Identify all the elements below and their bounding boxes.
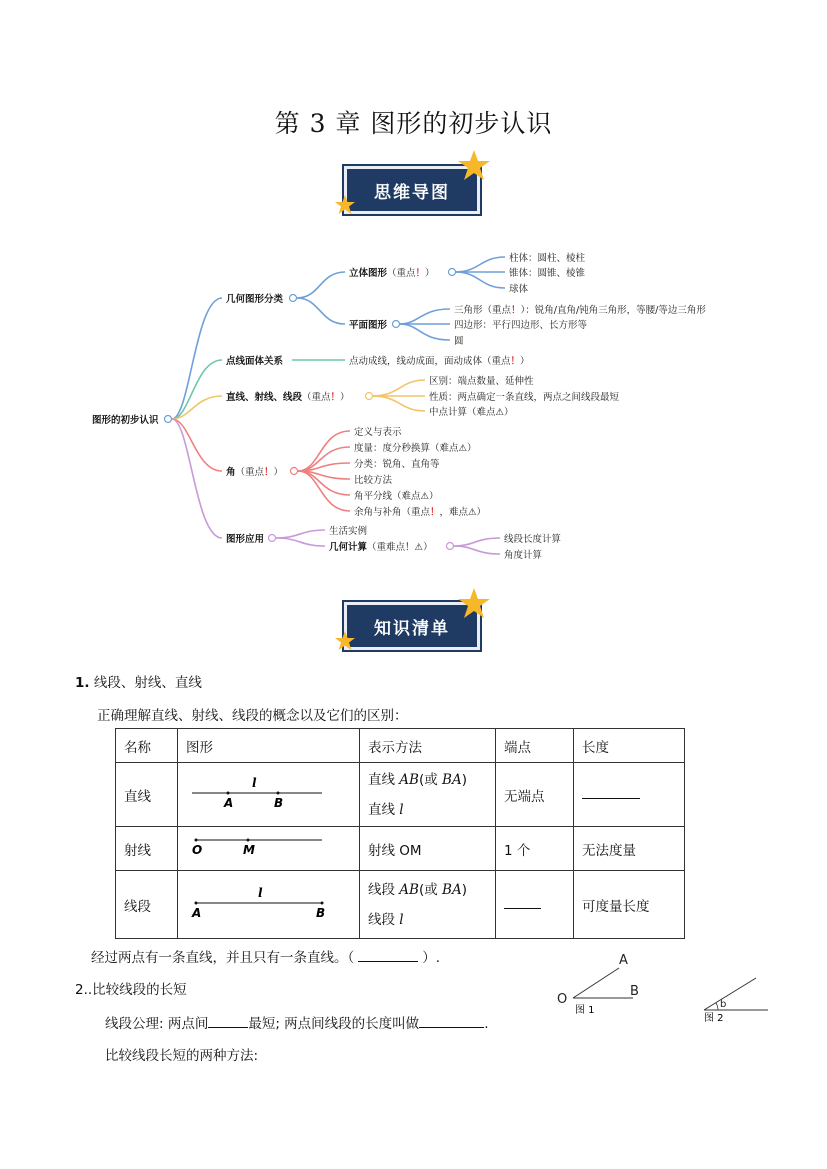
table-row <box>116 763 685 827</box>
knowledge-badge-label: 知识清单 <box>344 602 480 650</box>
svg-text:点动成线，线动成面，面动成体（重点！）: 点动成线，线动成面，面动成体（重点！） <box>349 356 530 367</box>
mindmap-leaf: 柱体：圆柱、棱柱 <box>509 253 586 264</box>
section-heading: 2..比较线段的长短 <box>75 982 187 998</box>
fact-line: 经过两点有一条直线，并且只有一条直线。（ ）. <box>91 950 441 966</box>
svg-text:几何计算（重难点！⚠）: 几何计算（重难点！⚠） <box>329 542 433 553</box>
svg-text:l: l <box>252 775 257 790</box>
mindmap-leaf: 度量：度分秒换算（难点⚠） <box>354 443 477 454</box>
star-icon <box>456 586 492 622</box>
mindmap-link <box>172 298 222 419</box>
table-cell: 无端点 <box>496 763 574 827</box>
mindmap-branch: 几何图形分类 <box>226 294 284 305</box>
mindmap-leaf: 生活实例 <box>329 526 368 537</box>
svg-text:A: A <box>224 795 234 810</box>
section-heading: 1. 线段、射线、直线 <box>75 675 202 691</box>
table-header: 表示方法 <box>360 729 496 763</box>
svg-text:M: M <box>243 842 255 857</box>
mindmap-leaf: 圆 <box>454 336 464 347</box>
fill-blank <box>208 1027 248 1028</box>
axiom-line: 线段公理: 两点间 最短; 两点间线段的长度叫做 . <box>105 1016 489 1032</box>
svg-text:直线、射线、线段（重点！）: 直线、射线、线段（重点！） <box>226 392 350 403</box>
segment-figure <box>178 871 360 939</box>
mindmap-leaf: 比较方法 <box>354 475 393 486</box>
mindmap-leaf: 性质：两点确定一条直线，两点之间线段最短 <box>429 392 620 403</box>
table-cell: 直线 <box>116 763 178 827</box>
mindmap-leaf: 四边形：平行四边形、长方形等 <box>454 320 588 331</box>
table-header: 端点 <box>496 729 574 763</box>
table-header: 图形 <box>178 729 360 763</box>
mindmap-leaf: 角平分线（难点⚠） <box>354 491 439 502</box>
svg-text:余角与补角（重点！，难点⚠）: 余角与补角（重点！，难点⚠） <box>354 507 487 518</box>
table-row <box>116 827 685 871</box>
table-cell <box>574 763 685 827</box>
table-cell: 射线 <box>116 827 178 871</box>
fill-blank <box>504 908 541 909</box>
mindmap-leaf: 线段长度计算 <box>504 534 562 545</box>
star-icon <box>334 630 356 652</box>
svg-text:A: A <box>619 953 628 968</box>
ray-figure <box>178 827 360 871</box>
svg-text:B: B <box>274 795 284 810</box>
svg-text:图 1: 图 1 <box>575 1005 595 1016</box>
table-cell: 线段 AB(或 BA) 线段 l <box>360 871 496 939</box>
svg-text:图 2: 图 2 <box>704 1013 724 1024</box>
section-intro: 正确理解直线、射线、线段的概念以及它们的区别： <box>97 708 408 724</box>
fill-blank <box>582 798 640 799</box>
table-cell: 1 个 <box>496 827 574 871</box>
angle-figure-2 <box>700 970 780 1025</box>
mindmap-badge-label: 思维导图 <box>344 166 480 214</box>
table-header-row <box>116 729 685 763</box>
table-cell: 直线 AB(或 BA) 直线 l <box>360 763 496 827</box>
mindmap-branch: 图形应用 <box>226 534 265 545</box>
mindmap-leaf: 区别：端点数量、延伸性 <box>429 376 534 387</box>
svg-text:B: B <box>630 984 639 999</box>
page-title: 第 3 章 图形的初步认识 <box>274 109 553 138</box>
svg-text:角（重点！）: 角（重点！） <box>226 467 284 478</box>
table-cell: 线段 <box>116 871 178 939</box>
mindmap-leaf: 分类：锐角、直角等 <box>354 459 440 470</box>
angle-figure-1 <box>555 950 665 1020</box>
mindmap-branch: 点线面体关系 <box>226 356 284 367</box>
svg-text:O: O <box>557 992 568 1007</box>
table-row <box>116 871 685 939</box>
svg-text:A: A <box>192 905 202 920</box>
fill-blank <box>358 961 418 962</box>
mindmap-leaf: 球体 <box>509 284 529 295</box>
fill-blank <box>419 1027 484 1028</box>
mindmap-node: 平面图形 <box>349 320 388 331</box>
svg-text:l: l <box>258 885 263 900</box>
table-cell: 可度量长度 <box>574 871 685 939</box>
table-cell: 射线 OM <box>360 827 496 871</box>
table-header: 名称 <box>116 729 178 763</box>
svg-text:b: b <box>720 999 727 1010</box>
mindmap-leaf: 定义与表示 <box>354 427 402 438</box>
segment-figure-svg <box>186 883 336 923</box>
mindmap <box>0 0 827 580</box>
ray-figure-svg <box>186 832 336 862</box>
table-header: 长度 <box>574 729 685 763</box>
svg-text:B: B <box>316 905 326 920</box>
line-figure <box>178 763 360 827</box>
mindmap-root: 图形的初步认识 <box>92 415 159 426</box>
table-cell <box>496 871 574 939</box>
table-cell: 无法度量 <box>574 827 685 871</box>
svg-text:三角形（重点！）：锐角/直角/钝角三角形，等腰/等边三角形: 三角形（重点！）：锐角/直角/钝角三角形，等腰/等边三角形 <box>454 305 706 316</box>
line-figure-svg <box>186 773 336 813</box>
mindmap-leaf: 角度计算 <box>504 550 543 561</box>
methods-line: 比较线段长短的两种方法: <box>105 1048 259 1064</box>
mindmap-link <box>172 419 222 538</box>
svg-text:O: O <box>192 842 203 857</box>
mindmap-leaf: 锥体：圆锥、棱锥 <box>509 268 586 279</box>
mindmap-leaf: 中点计算（难点⚠） <box>429 407 514 418</box>
svg-text:立体图形（重点！）: 立体图形（重点！） <box>349 268 435 279</box>
comparison-table <box>115 728 685 939</box>
